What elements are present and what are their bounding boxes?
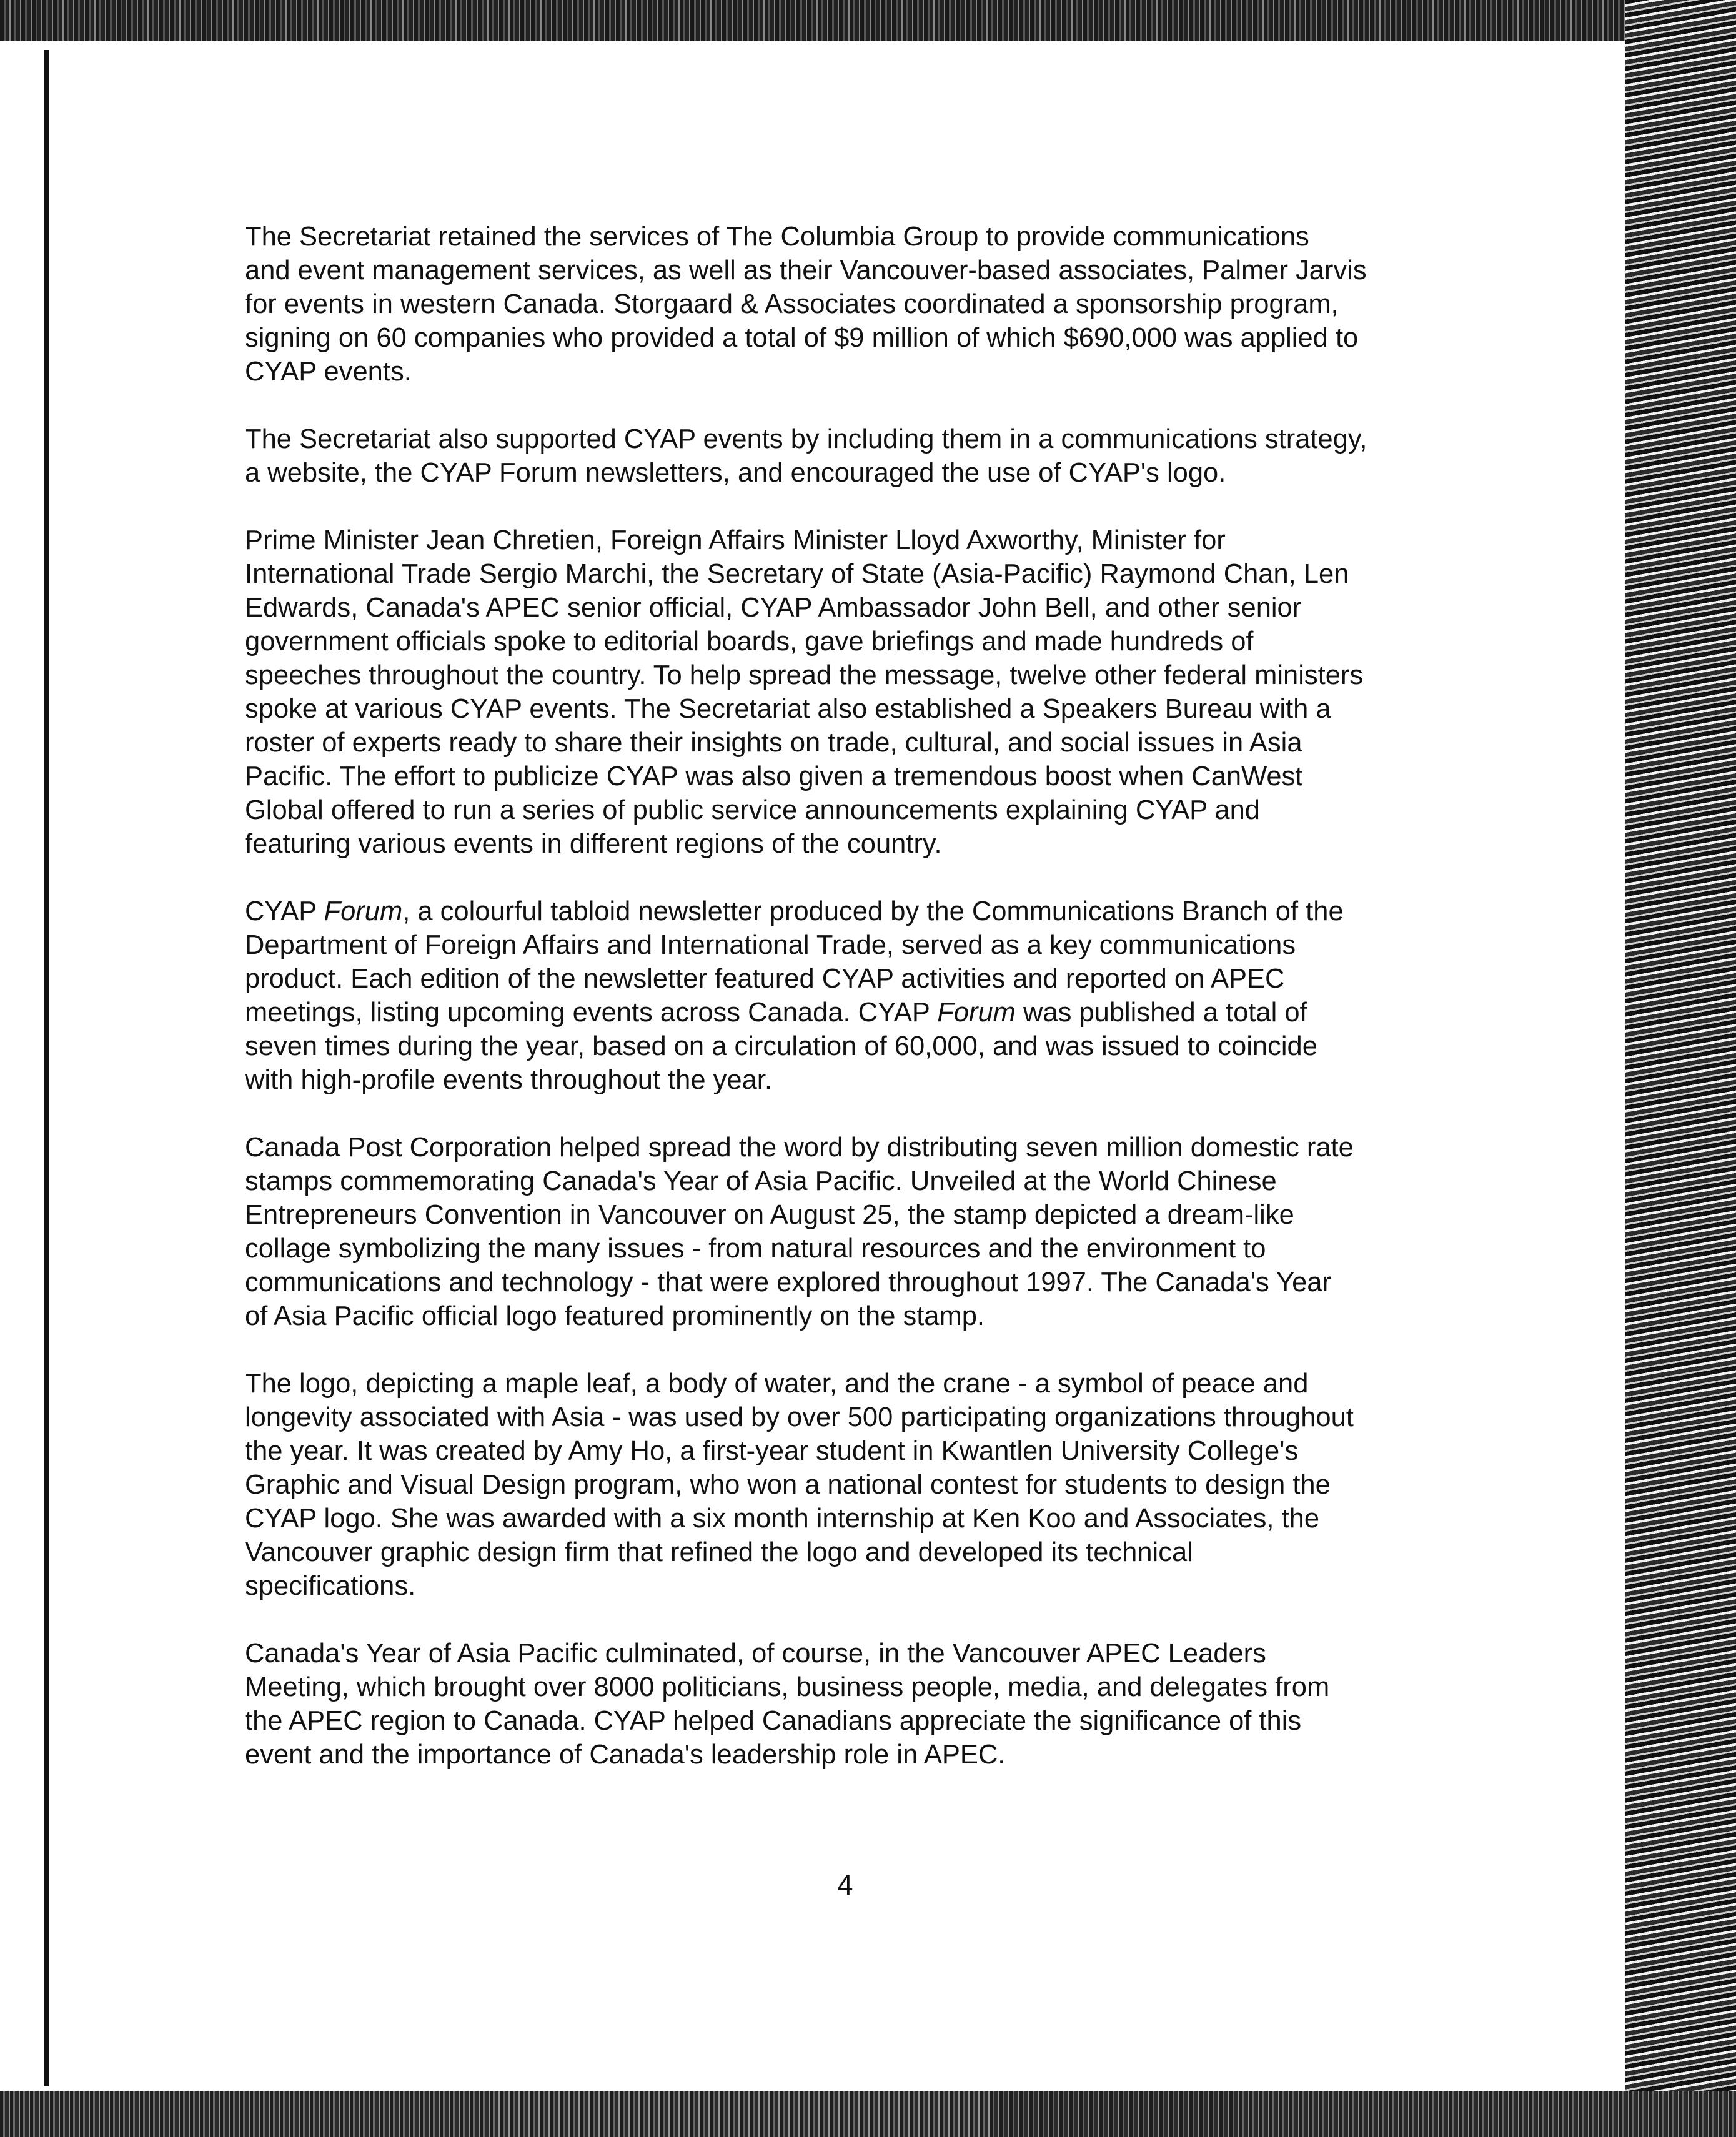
paragraph-canada-post: Canada Post Corporation helped spread the word by distributing seven million domestic rate stamps commemorating Canada's Year of Asia Pacific. Unveiled at the World Chinese Entrepreneurs Convention in Vancouver on August 25, the stamp depicted a dream-like collage symbolizing the many issues - from natural resources and the environment to communications and technology - that were explored throughout 1997. The Canada's Year of Asia Pacific official logo featured prominently on the stamp. <box>245 1133 1354 1331</box>
paragraph-apec-meeting: Canada's Year of Asia Pacific culminated, of course, in the Vancouver APEC Leaders Meeting, which brought over 8000 politicians, business people, media, and delegates from the APEC region to Canada. CYAP helped Canadians appreciate the significance of this event and the importance of Canada's leadership role in APEC. <box>245 1639 1330 1770</box>
scan-border-bottom <box>0 2091 1736 2137</box>
paragraph-services: The Secretariat retained the services of The Columbia Group to provide communications and event management services, as well as their Vancouver-based associates, Palmer Jarvis for events in western Canada. Storgaard & Associates coordinated a sponsorship program, signing on 60 companies who provided a total of $9 million of which $690,000 was applied to CYAP events. <box>245 222 1367 387</box>
scan-border-top <box>0 0 1736 41</box>
paragraph-secretariat-support: The Secretariat also supported CYAP events by including them in a communications strategy, a website, the CYAP Forum newsletters, and encouraged the use of CYAP's logo. <box>245 424 1367 488</box>
paragraph-logo: The logo, depicting a maple leaf, a body of water, and the crane - a symbol of peace and longevity associated with Asia - was used by over 500 participating organizations throughout the year. It was created by Amy Ho, a first-year student in Kwantlen University College's Graphic and Visual Design program, who won a national contest for students to design the CYAP logo. She was awarded with a six month internship at Ken Koo and Associates, the Vancouver graphic design firm that refined the logo and developed its technical specifications. <box>245 1369 1354 1601</box>
scan-left-edge-line <box>44 50 49 2086</box>
body-text <box>245 220 1494 1805</box>
paragraph-officials: Prime Minister Jean Chretien, Foreign Affairs Minister Lloyd Axworthy, Minister for International Trade Sergio Marchi, the Secretary of State (Asia-Pacific) Raymond Chan, Len Edwards, Canada's APEC senior official, CYAP Ambassador John Bell, and other senior government officials spoke to editorial boards, gave briefings and made hundreds of speeches throughout the country. To help spread the message, twelve other federal ministers spoke at various CYAP events. The Secretariat also established a Speakers Bureau with a roster of experts ready to share their insights on trade, cultural, and social issues in Asia Pacific. The effort to publicize CYAP was also given a tremendous boost when CanWest Global offered to run a series of public service announcements explaining CYAP and featuring various events in different regions of the country. <box>245 525 1364 859</box>
page-number: 4 <box>837 1868 853 1901</box>
paragraph-forum-newsletter: CYAP Forum, a colourful tabloid newsletter produced by the Communications Branch of the Department of Foreign Affairs and International Trade, served as a key communications product. Each edition of the newsletter featured CYAP activities and reported on APEC meetings, listing upcoming events across Canada. CYAP Forum was published a total of seven times during the year, based on a circulation of 60,000, and was issued to coincide with high-profile events throughout the year. <box>245 896 1344 1095</box>
scan-border-right <box>1625 0 1736 2137</box>
